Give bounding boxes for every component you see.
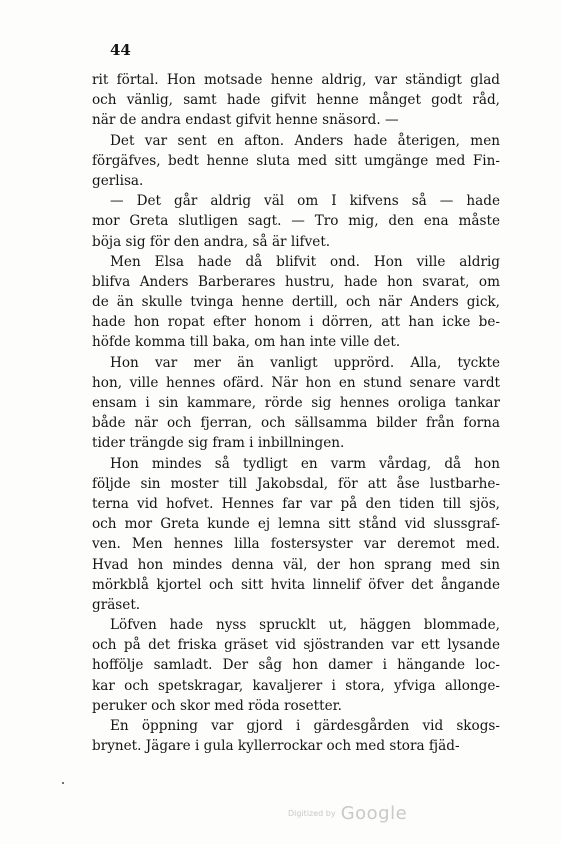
body-text bbox=[92, 70, 500, 756]
text-line: rit förtal. Hon motsade henne aldrig, var ständigt glad bbox=[92, 72, 500, 88]
text-line: och mor Greta kunde ej lemna sitt stånd vid slussgraf- bbox=[92, 516, 500, 533]
text-line: Men Elsa hade då blifvit ond. Hon ville aldrig bbox=[110, 253, 500, 270]
watermark-brand: Google bbox=[340, 803, 408, 824]
text-line: hoffölje samladt. Der såg hon damer i hängande loc- bbox=[92, 657, 500, 674]
text-line: de än skulle tvinga henne dertill, och när Anders gick, bbox=[92, 294, 500, 311]
digitization-watermark bbox=[288, 803, 407, 824]
text-line: Hvad hon mindes denna väl, der hon sprang med sin bbox=[92, 556, 500, 573]
text-line: ven. Men hennes lilla fostersyster var deremot med. bbox=[92, 536, 500, 553]
text-line: tider trängde sig fram i inbillningen. bbox=[92, 435, 345, 452]
text-line: gräset. bbox=[92, 596, 141, 613]
text-line: när de andra endast gifvit henne snäsord. — bbox=[92, 112, 399, 129]
text-line: och vänlig, samt hade gifvit henne månget godt råd, bbox=[92, 92, 500, 109]
text-line: terna vid hofvet. Hennes far var på den tiden till sjös, bbox=[92, 495, 500, 512]
text-line: och på det friska gräset vid sjöstranden var ett lysande bbox=[92, 637, 500, 654]
text-line: peruker och skor med röda rosetter. bbox=[92, 697, 342, 714]
text-line: brynet. Jägare i gula kyllerrockar och med stora fjäd- bbox=[92, 738, 460, 755]
text-line: mor Greta slutligen sagt. — Tro mig, den ena måste bbox=[92, 213, 500, 230]
text-line: gerlisa. bbox=[92, 172, 144, 189]
text-line: mörkblå kjortel och sitt hvita linnelif öfver det ångande bbox=[92, 576, 500, 593]
watermark-prefix: Digitized by bbox=[288, 809, 336, 818]
text-line: En öppning var gjord i gärdesgården vid skogs- bbox=[110, 718, 500, 734]
text-line: kar och spetskragar, kavaljerer i stora, yfviga allonge- bbox=[92, 677, 500, 694]
text-line: hade hon ropat efter honom i dörren, att han icke be- bbox=[92, 314, 500, 331]
text-line: blifva Anders Barberares hustru, hade hon svarat, om bbox=[92, 273, 500, 290]
text-line: hon, ville hennes ofärd. När hon en stund senare vardt bbox=[92, 374, 500, 391]
text-line: ensam i sin kammare, rörde sig hennes oroliga tankar bbox=[92, 395, 500, 411]
page-number: 44 bbox=[110, 41, 131, 59]
text-line: Hon mindes så tydligt en varm vårdag, då hon bbox=[110, 455, 500, 472]
text-line: följde sin moster till Jakobsdal, för att åse lustbarhe- bbox=[92, 475, 500, 492]
text-line: förgäfves, bedt henne sluta med sitt umgänge med Fin- bbox=[92, 152, 500, 169]
text-line: höfde komma till baka, om han inte ville det. bbox=[92, 334, 401, 351]
text-line: böja sig för den andra, så är lifvet. bbox=[92, 233, 331, 250]
text-line: både när och fjerran, och sällsamma bilder från forna bbox=[92, 415, 500, 432]
text-line: Det var sent en afton. Anders hade återigen, men bbox=[110, 132, 500, 149]
print-speck bbox=[62, 782, 64, 784]
text-line: Löfven hade nyss sprucklt ut, häggen blommade, bbox=[110, 617, 500, 634]
text-line: — Det går aldrig väl om I kifvens så — hade bbox=[110, 193, 500, 210]
text-line: Hon var mer än vanligt upprörd. Alla, tyckte bbox=[110, 354, 500, 371]
